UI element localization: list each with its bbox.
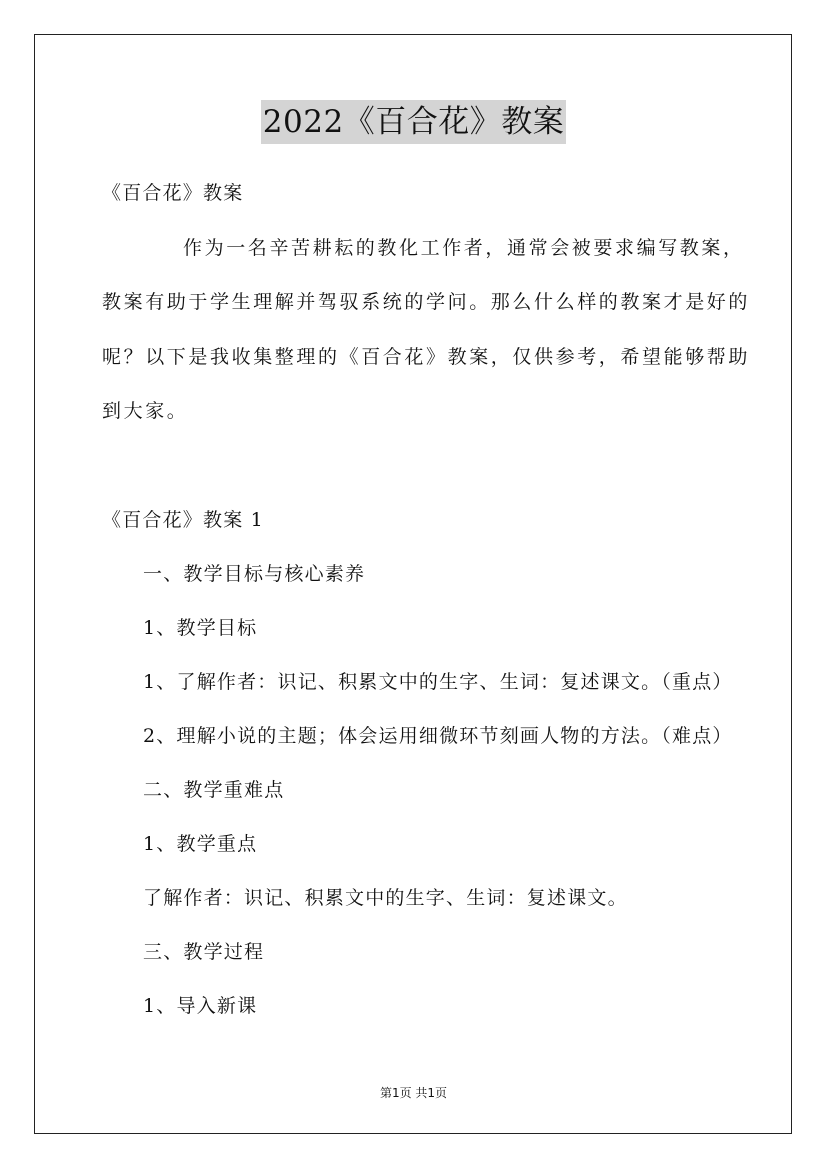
intro-line-1: 作为一名辛苦耕耘的教化工作者，通常会被要求编写教案， (183, 237, 745, 259)
list-item: 三、教学过程 (143, 941, 265, 963)
document-subtitle: 《百合花》教案 (102, 182, 244, 204)
list-item: 2、理解小说的主题；体会运用细微环节刻画人物的方法。（难点） (143, 725, 733, 747)
list-item: 1、教学目标 (143, 617, 258, 639)
list-item: 了解作者：识记、积累文中的生字、生词：复述课文。 (143, 887, 628, 909)
section-heading: 《百合花》教案 1 (102, 509, 264, 531)
title-container (0, 100, 827, 144)
list-item: 1、了解作者：识记、积累文中的生字、生词：复述课文。（重点） (143, 671, 733, 693)
intro-line-3: 呢？以下是我收集整理的《百合花》教案，仅供参考，希望能够帮助 (102, 346, 751, 368)
intro-line-4: 到大家。 (102, 400, 189, 422)
list-item: 1、导入新课 (143, 995, 258, 1017)
list-item: 二、教学重难点 (143, 779, 285, 801)
list-item: 一、教学目标与核心素养 (143, 563, 366, 585)
intro-line-2: 教案有助于学生理解并驾驭系统的学问。那么什么样的教案才是好的 (102, 291, 751, 313)
document-title: 2022《百合花》教案 (261, 100, 566, 144)
page-number-footer: 第1页 共1页 (379, 1086, 448, 1100)
list-item: 1、教学重点 (143, 833, 258, 855)
